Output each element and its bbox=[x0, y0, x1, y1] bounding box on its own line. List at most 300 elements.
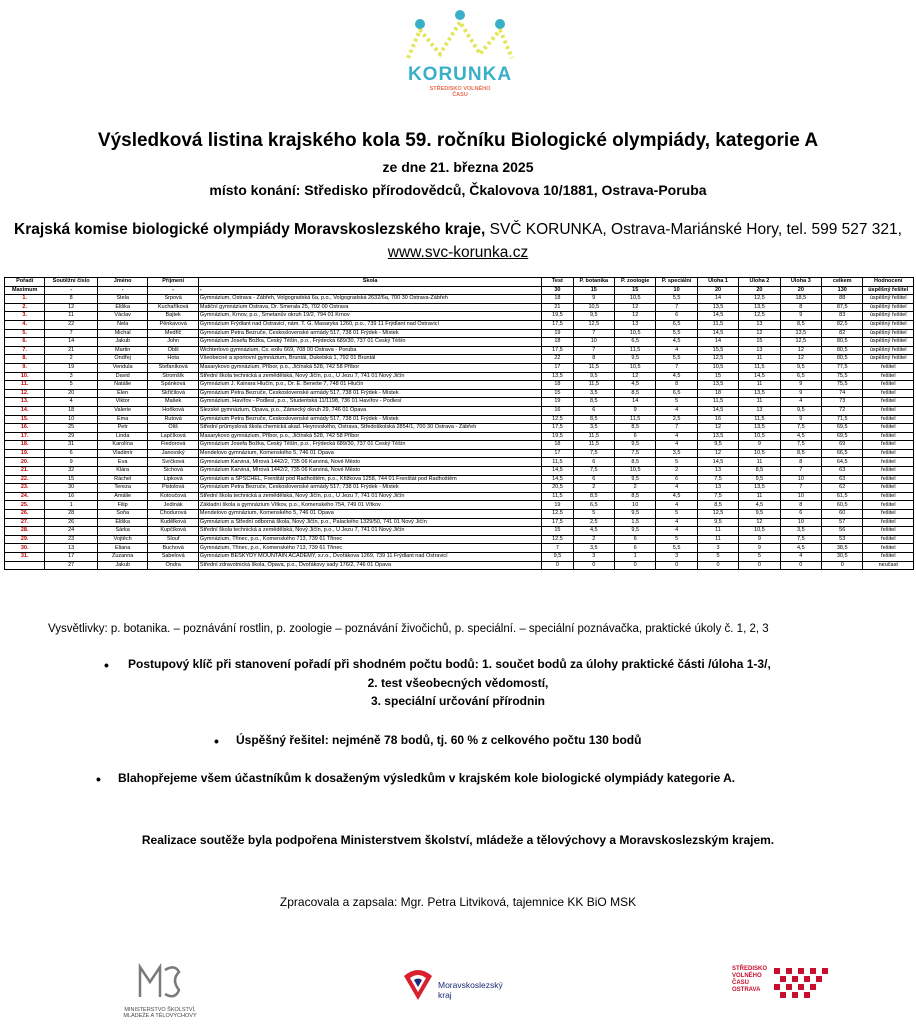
cell-botany: 2 bbox=[573, 535, 614, 544]
cell-rank: 2. bbox=[5, 303, 45, 312]
cell-test: 17 bbox=[542, 449, 573, 458]
cell-number: 27 bbox=[45, 561, 98, 570]
cell-surname: - bbox=[148, 286, 199, 295]
table-row-maximum bbox=[5, 286, 914, 295]
page-title: Výsledková listina krajského kola 59. ročníku Biologické olympiády, kategorie A bbox=[97, 130, 819, 151]
cell-task-1: 12,5 bbox=[697, 510, 738, 519]
cell-special: 6,5 bbox=[656, 389, 697, 398]
cell-surname: Kudělková bbox=[148, 518, 199, 527]
cell-first-name: Tereza bbox=[97, 484, 148, 493]
cell-zoology: 10,5 bbox=[615, 363, 656, 372]
table-row bbox=[5, 424, 914, 433]
msk-caption-2: kraj bbox=[438, 990, 452, 1000]
cell-task-1: 13 bbox=[697, 467, 738, 476]
cell-evaluation: úspěšný řešitel bbox=[863, 295, 914, 304]
cell-school: Gymnázium J. Kainara Hlučín, p.o., Dr. E. Beneše 7, 748 01 Hlučín bbox=[198, 381, 541, 390]
svc-pattern-icon bbox=[774, 968, 829, 998]
cell-rank: 9. bbox=[5, 363, 45, 372]
cell-total: 83 bbox=[822, 312, 863, 321]
cell-special: 4,5 bbox=[656, 492, 697, 501]
cell-special: 10 bbox=[656, 286, 697, 295]
cell-evaluation: řešitel bbox=[863, 424, 914, 433]
cell-special: 3,5 bbox=[656, 449, 697, 458]
column-header-task-3: Úloha 3 bbox=[780, 278, 821, 287]
cell-evaluation: řešitel bbox=[863, 449, 914, 458]
event-venue: místo konání: Středisko přírodovědců, Čkalovova 10/1881, Ostrava-Poruba bbox=[209, 182, 707, 198]
cell-school: Gymnázium Petra Bezruče, Československé armády 517, 738 01 Frýdek - Místek bbox=[198, 484, 541, 493]
cell-task-1: 13,5 bbox=[697, 303, 738, 312]
column-header-test: Test bbox=[542, 278, 573, 287]
cell-botany: 11,5 bbox=[573, 381, 614, 390]
cell-test: 15 bbox=[542, 389, 573, 398]
cell-evaluation: řešitel bbox=[863, 518, 914, 527]
cell-task-3: 10 bbox=[780, 475, 821, 484]
cell-surname: Oliš bbox=[148, 424, 199, 433]
cell-number: 19 bbox=[45, 363, 98, 372]
cell-special: 7 bbox=[656, 363, 697, 372]
cell-total: 71,5 bbox=[822, 415, 863, 424]
column-header-special: P. speciální bbox=[656, 278, 697, 287]
cell-botany: 7 bbox=[573, 329, 614, 338]
cell-botany: 3,5 bbox=[573, 389, 614, 398]
cell-test: 19,5 bbox=[542, 312, 573, 321]
cell-test: 18 bbox=[542, 295, 573, 304]
cell-task-2: 9 bbox=[739, 441, 780, 450]
cell-zoology: 7,5 bbox=[615, 449, 656, 458]
cell-botany: 10 bbox=[573, 338, 614, 347]
cell-zoology: 9,5 bbox=[615, 527, 656, 536]
cell-evaluation: neučast bbox=[863, 561, 914, 570]
cell-zoology: 10,5 bbox=[615, 295, 656, 304]
cell-task-2: 0 bbox=[739, 561, 780, 570]
cell-first-name: Michal bbox=[97, 329, 148, 338]
cell-rank: 24. bbox=[5, 492, 45, 501]
cell-rank: Maximum bbox=[5, 286, 45, 295]
cell-task-1: 11,5 bbox=[697, 320, 738, 329]
cell-botany: 2 bbox=[573, 484, 614, 493]
cell-first-name: Petr bbox=[97, 424, 148, 433]
cell-number: 26 bbox=[45, 518, 98, 527]
cell-test: 7 bbox=[542, 544, 573, 553]
cell-task-1: 12 bbox=[697, 424, 738, 433]
column-header-task-2: Úloha 2 bbox=[739, 278, 780, 287]
cell-first-name: Valerie bbox=[97, 406, 148, 415]
cell-task-1: 14 bbox=[697, 295, 738, 304]
cell-test: 17,5 bbox=[542, 518, 573, 527]
cell-test: 19,5 bbox=[542, 432, 573, 441]
cell-number: 17 bbox=[45, 553, 98, 562]
cell-surname: Ondra bbox=[148, 561, 199, 570]
cell-first-name: Vendula bbox=[97, 363, 148, 372]
cell-evaluation: úspěšný řešitel bbox=[863, 312, 914, 321]
cell-botany: 15 bbox=[573, 286, 614, 295]
cell-special: 6 bbox=[656, 475, 697, 484]
cell-special: 6,5 bbox=[656, 320, 697, 329]
cell-first-name: Eliška bbox=[97, 303, 148, 312]
cell-task-2: 13,5 bbox=[739, 424, 780, 433]
cell-surname: Hoňková bbox=[148, 406, 199, 415]
cell-task-1: 12 bbox=[697, 449, 738, 458]
cell-zoology: 15 bbox=[615, 286, 656, 295]
cell-task-3: 3,5 bbox=[780, 527, 821, 536]
cell-task-3: 7 bbox=[780, 467, 821, 476]
cell-first-name: Stela bbox=[97, 295, 148, 304]
congrats-text: Blahopřejeme všem účastníkům k dosaženým výsledkům v krajském kole biologické olympiády kategorie A. bbox=[118, 771, 736, 785]
cell-total: 30,5 bbox=[822, 553, 863, 562]
cell-total: 69,5 bbox=[822, 432, 863, 441]
cell-school: Gymnázium Karviná, Mírová 1442/2, 735 06 Karviná, Nové Město bbox=[198, 458, 541, 467]
cell-total: 82,5 bbox=[822, 320, 863, 329]
cell-botany: 9 bbox=[573, 295, 614, 304]
cell-task-3: 12 bbox=[780, 355, 821, 364]
column-header-surname: Příjmení bbox=[148, 278, 199, 287]
cell-number: 29 bbox=[45, 432, 98, 441]
cell-special: 5 bbox=[656, 398, 697, 407]
cell-evaluation: řešitel bbox=[863, 372, 914, 381]
cell-evaluation: řešitel bbox=[863, 363, 914, 372]
cell-first-name: Eva bbox=[97, 458, 148, 467]
cell-total: 80,5 bbox=[822, 346, 863, 355]
support-statement: Realizace soutěže byla podpořena Ministerstvem školství, mládeže a tělovýchovy a Moravskoslezským krajem. bbox=[141, 833, 775, 847]
cell-special: 4 bbox=[656, 484, 697, 493]
cell-school: Střední zdravotnická škola, Opava, p.o., Dvořákovy sady 176/2, 746 01 Opava bbox=[198, 561, 541, 570]
cell-botany: 8,5 bbox=[573, 492, 614, 501]
cell-test: 13,5 bbox=[542, 372, 573, 381]
msmt-logo bbox=[110, 962, 210, 1019]
cell-task-3: 8 bbox=[780, 303, 821, 312]
cell-surname: Janovský bbox=[148, 449, 199, 458]
table-row bbox=[5, 406, 914, 415]
cell-school: Střední průmyslová škola chemická akad. Heyrovského, Ostrava, Středoškolská 2854/1, 700 30 Ostrava - Zábřeh bbox=[198, 424, 541, 433]
cell-task-3: 7,5 bbox=[780, 441, 821, 450]
column-header-zoology: P. zoologie bbox=[615, 278, 656, 287]
cell-surname: Špánková bbox=[148, 381, 199, 390]
cell-total: 0 bbox=[822, 561, 863, 570]
cell-surname: Kupčíková bbox=[148, 527, 199, 536]
cell-botany: 10,5 bbox=[573, 303, 614, 312]
cell-school: Střední škola technická a zemědělská, Nový Jičín, p.o., U Jezu 7, 741 01 Nový Jičín bbox=[198, 372, 541, 381]
cell-task-2: 11,5 bbox=[739, 363, 780, 372]
cell-number: 7 bbox=[45, 329, 98, 338]
cell-task-1: 7,5 bbox=[697, 475, 738, 484]
cell-total: 77,5 bbox=[822, 363, 863, 372]
success-text: Úspěšný řešitel: nejméně 78 bodů, tj. 60 % z celkového počtu 130 bodů bbox=[236, 733, 642, 747]
cell-botany: 4,5 bbox=[573, 527, 614, 536]
cell-task-1: 5 bbox=[697, 553, 738, 562]
cell-zoology: 13 bbox=[615, 320, 656, 329]
cell-number: 22 bbox=[45, 320, 98, 329]
tiebreak-line-3: 3. speciální určování přírodnin bbox=[370, 694, 546, 708]
table-row bbox=[5, 501, 914, 510]
cell-task-1: 14,5 bbox=[697, 312, 738, 321]
cell-task-2: 5 bbox=[739, 553, 780, 562]
cell-rank: 30. bbox=[5, 544, 45, 553]
cell-test: 15 bbox=[542, 527, 573, 536]
cell-rank: 15. bbox=[5, 415, 45, 424]
cell-special: 2,5 bbox=[656, 415, 697, 424]
cell-botany: 3 bbox=[573, 553, 614, 562]
cell-first-name: Šárka bbox=[97, 527, 148, 536]
cell-first-name: Jakub bbox=[97, 338, 148, 347]
cell-surname: Svrčková bbox=[148, 458, 199, 467]
cell-special: 0 bbox=[656, 561, 697, 570]
cell-zoology: 9,5 bbox=[615, 441, 656, 450]
cell-test: 18 bbox=[542, 381, 573, 390]
bullet-icon: • bbox=[214, 733, 219, 749]
cell-school: Všeobecné a sportovní gymnázium, Bruntál, Dukelská 1, 792 01 Bruntál bbox=[198, 355, 541, 364]
table-row bbox=[5, 355, 914, 364]
table-row bbox=[5, 492, 914, 501]
cell-first-name: Jakub bbox=[97, 561, 148, 570]
cell-evaluation: řešitel bbox=[863, 492, 914, 501]
cell-special: 5,5 bbox=[656, 329, 697, 338]
cell-rank: 6. bbox=[5, 338, 45, 347]
cell-zoology: 6 bbox=[615, 544, 656, 553]
cell-test: 12,5 bbox=[542, 535, 573, 544]
cell-school: Gymnázium Karviná, Mírová 1442/2, 735 06 Karviná, Nové Město bbox=[198, 467, 541, 476]
cell-test: 17 bbox=[542, 363, 573, 372]
cell-special: 5,5 bbox=[656, 544, 697, 553]
cell-evaluation: řešitel bbox=[863, 415, 914, 424]
cell-school: Masarykovo gymnázium, Příbor, p.o., Jičínská 528, 742 58 Příbor bbox=[198, 363, 541, 372]
cell-task-1: 0 bbox=[697, 561, 738, 570]
cell-rank: 21. bbox=[5, 467, 45, 476]
cell-special: 4,5 bbox=[656, 372, 697, 381]
cell-evaluation: řešitel bbox=[863, 544, 914, 553]
cell-zoology: 1,5 bbox=[615, 518, 656, 527]
cell-task-1: 15,5 bbox=[697, 346, 738, 355]
svc-caption-1: STŘEDISKO bbox=[732, 966, 768, 972]
cell-botany: 8 bbox=[573, 355, 614, 364]
cell-number: 15 bbox=[45, 475, 98, 484]
cell-rank: 23. bbox=[5, 484, 45, 493]
cell-rank: 17. bbox=[5, 432, 45, 441]
cell-test: 11,5 bbox=[542, 492, 573, 501]
svc-caption-3: ČASU bbox=[732, 980, 750, 986]
msk-mark-icon bbox=[400, 962, 436, 1002]
column-header-total: celkem bbox=[822, 278, 863, 287]
cell-task-3: 18,5 bbox=[780, 295, 821, 304]
cell-number: 11 bbox=[45, 312, 98, 321]
cell-task-1: 13,5 bbox=[697, 432, 738, 441]
cell-evaluation: řešitel bbox=[863, 432, 914, 441]
cell-task-2: 11 bbox=[739, 458, 780, 467]
cell-first-name: Nela bbox=[97, 320, 148, 329]
cell-evaluation: úspěšný řešitel bbox=[863, 320, 914, 329]
cell-test: 18 bbox=[542, 441, 573, 450]
cell-number: 5 bbox=[45, 381, 98, 390]
cell-school: Gymnázium, Krnov, p.o., Smetanův okruh 19/2, 794 01 Krnov bbox=[198, 312, 541, 321]
cell-special: 7 bbox=[656, 303, 697, 312]
cell-first-name: Eliana bbox=[97, 544, 148, 553]
cell-evaluation: úspěšný řešitel bbox=[863, 286, 914, 295]
crown-icon bbox=[400, 8, 520, 66]
cell-rank: 11. bbox=[5, 381, 45, 390]
table-row bbox=[5, 535, 914, 544]
column-header-rank: Pořadí bbox=[5, 278, 45, 287]
cell-first-name: Eliška bbox=[97, 518, 148, 527]
cell-surname: Medřič bbox=[148, 329, 199, 338]
cell-task-1: 9,5 bbox=[697, 441, 738, 450]
cell-first-name: Ondřej bbox=[97, 355, 148, 364]
cell-rank: 25. bbox=[5, 501, 45, 510]
cell-task-3: 20 bbox=[780, 286, 821, 295]
cell-task-2: 11 bbox=[739, 355, 780, 364]
cell-school: Gymnázium, Třinec, p.o., Komenského 713, 739 61 Třinec bbox=[198, 535, 541, 544]
cell-surname: Skřičilová bbox=[148, 389, 199, 398]
cell-total: 74 bbox=[822, 389, 863, 398]
cell-first-name: Elen bbox=[97, 389, 148, 398]
cell-number: 24 bbox=[45, 527, 98, 536]
cell-number: 12 bbox=[45, 303, 98, 312]
organizer-url-link[interactable]: www.svc-korunka.cz bbox=[387, 244, 529, 261]
cell-test: 14,5 bbox=[542, 467, 573, 476]
cell-evaluation: úspěšný řešitel bbox=[863, 346, 914, 355]
table-row bbox=[5, 449, 914, 458]
tiebreak-line-2: 2. test všeobecných vědomostí, bbox=[367, 676, 549, 690]
cell-botany: 11,5 bbox=[573, 363, 614, 372]
cell-task-2: 11 bbox=[739, 381, 780, 390]
cell-rank: 3. bbox=[5, 312, 45, 321]
table-row bbox=[5, 484, 914, 493]
legend-note: Vysvětlivky: p. botanika. – poznávání rostlin, p. zoologie – poznávání živočichů, p. speciální. – speciální poznávačka, praktické úkoly č. 1, 2, 3 bbox=[48, 623, 769, 635]
cell-task-1: 7,5 bbox=[697, 492, 738, 501]
cell-task-2: 12 bbox=[739, 329, 780, 338]
cell-number: 13 bbox=[45, 544, 98, 553]
table-row bbox=[5, 553, 914, 562]
cell-task-2: 13 bbox=[739, 406, 780, 415]
cell-zoology: 9 bbox=[615, 406, 656, 415]
cell-botany: 12,5 bbox=[573, 320, 614, 329]
cell-school: Slezské gymnázium, Opava, p.o., Zámecký okruh 29, 746 01 Opava bbox=[198, 406, 541, 415]
cell-total: 87,5 bbox=[822, 303, 863, 312]
cell-first-name: - bbox=[97, 286, 148, 295]
table-header-row bbox=[5, 278, 914, 287]
cell-rank: 16. bbox=[5, 424, 45, 433]
cell-school: Střední škola technická a zemědělská, Nový Jičín, p.o., U Jezu 7, 741 01 Nový Jičín bbox=[198, 492, 541, 501]
cell-special: 4 bbox=[656, 441, 697, 450]
cell-test: 18 bbox=[542, 338, 573, 347]
cell-task-3: 12 bbox=[780, 346, 821, 355]
cell-test: 0 bbox=[542, 561, 573, 570]
cell-botany: 6,5 bbox=[573, 501, 614, 510]
msmt-mark-icon bbox=[135, 962, 185, 1002]
cell-task-2: 13 bbox=[739, 346, 780, 355]
cell-school: Gymnázium a Střední odborná škola, Nový Jičín, p.o., Palackého 1329/50, 741 01 Nový Jičín bbox=[198, 518, 541, 527]
cell-surname: Buchová bbox=[148, 544, 199, 553]
cell-number: 8 bbox=[45, 295, 98, 304]
cell-zoology: 2 bbox=[615, 484, 656, 493]
cell-botany: 11,5 bbox=[573, 432, 614, 441]
cell-task-2: 13,5 bbox=[739, 484, 780, 493]
cell-test: 9,5 bbox=[542, 553, 573, 562]
column-header-first-name: Jméno bbox=[97, 278, 148, 287]
cell-botany: 0 bbox=[573, 561, 614, 570]
cell-zoology: 8,5 bbox=[615, 389, 656, 398]
column-header-number: Soutěžní číslo bbox=[45, 278, 98, 287]
table-row bbox=[5, 527, 914, 536]
cell-total: 73 bbox=[822, 398, 863, 407]
cell-task-2: 11,5 bbox=[739, 415, 780, 424]
cell-school: Mendelovo gymnázium, Komenského 5, 746 01 Opava bbox=[198, 510, 541, 519]
tiebreak-line-1: Postupový klíč při stanovení pořadí při shodném počtu bodů: 1. součet bodů za úlohy praktické části /úloha 1-3/, bbox=[128, 657, 771, 671]
cell-task-2: 10,5 bbox=[739, 432, 780, 441]
cell-task-2: 12 bbox=[739, 518, 780, 527]
msk-caption-1: Moravskoslezský bbox=[438, 980, 503, 990]
cell-special: 4,5 bbox=[656, 338, 697, 347]
cell-surname: Lipková bbox=[148, 475, 199, 484]
cell-task-1: 14,5 bbox=[697, 329, 738, 338]
cell-task-3: 8,5 bbox=[780, 449, 821, 458]
cell-rank: 10. bbox=[5, 372, 45, 381]
cell-total: 75,5 bbox=[822, 372, 863, 381]
cell-total: 63 bbox=[822, 475, 863, 484]
cell-task-2: 9 bbox=[739, 535, 780, 544]
cell-task-1: 18 bbox=[697, 389, 738, 398]
cell-number: 14 bbox=[45, 338, 98, 347]
bullet-icon: • bbox=[96, 771, 101, 787]
column-header-evaluation: Hodnocení bbox=[863, 278, 914, 287]
cell-task-2: 14,5 bbox=[739, 372, 780, 381]
cell-rank: 29. bbox=[5, 535, 45, 544]
cell-task-3: 4 bbox=[780, 398, 821, 407]
cell-zoology: 8,5 bbox=[615, 458, 656, 467]
cell-first-name: David bbox=[97, 372, 148, 381]
cell-school: Gymnázium BESKYDY MOUNTAIN ACADEMY, s.r.o., Dvořákova 1269, 739 11 Frýdlant nad Ostravicí bbox=[198, 553, 541, 562]
cell-evaluation: řešitel bbox=[863, 381, 914, 390]
cell-total: 72 bbox=[822, 406, 863, 415]
table-row bbox=[5, 346, 914, 355]
cell-task-2: 13 bbox=[739, 320, 780, 329]
table-row bbox=[5, 441, 914, 450]
cell-total: 66,5 bbox=[822, 449, 863, 458]
cell-special: 4 bbox=[656, 501, 697, 510]
cell-rank: 22. bbox=[5, 475, 45, 484]
table-row bbox=[5, 398, 914, 407]
cell-task-3: 7,5 bbox=[780, 535, 821, 544]
cell-school: Gymnázium a SPŠCHEL, Frenštát pod Radhoštěm, p.o., Křižkova 1258, 744 01 Frenštát pod Radhoštěm bbox=[198, 475, 541, 484]
cell-rank: 19. bbox=[5, 449, 45, 458]
cell-task-3: 6 bbox=[780, 510, 821, 519]
cell-zoology: 11,5 bbox=[615, 346, 656, 355]
cell-test: 17,5 bbox=[542, 424, 573, 433]
cell-rank: 26. bbox=[5, 510, 45, 519]
cell-task-2: 13,5 bbox=[739, 389, 780, 398]
table-row bbox=[5, 329, 914, 338]
cell-surname: Stromšík bbox=[148, 372, 199, 381]
cell-task-3: 9,5 bbox=[780, 406, 821, 415]
cell-special: 4 bbox=[656, 527, 697, 536]
cell-botany: 8,5 bbox=[573, 415, 614, 424]
cell-number: 10 bbox=[45, 415, 98, 424]
cell-task-2: 9,5 bbox=[739, 475, 780, 484]
cell-first-name: Martin bbox=[97, 346, 148, 355]
cell-task-3: 4,5 bbox=[780, 544, 821, 553]
cell-test: 12,5 bbox=[542, 415, 573, 424]
cell-number: 30 bbox=[45, 484, 98, 493]
cell-test: 11,5 bbox=[542, 458, 573, 467]
cell-evaluation: úspěšný řešitel bbox=[863, 355, 914, 364]
cell-task-2: 11 bbox=[739, 398, 780, 407]
cell-zoology: 12 bbox=[615, 303, 656, 312]
cell-test: 19 bbox=[542, 501, 573, 510]
cell-school: Gymnázium Josefa Božka, Český Těšín, p.o., Frýdecká 689/30, 737 01 Český Těšín bbox=[198, 338, 541, 347]
cell-test: 30 bbox=[542, 286, 573, 295]
cell-botany: 11,5 bbox=[573, 441, 614, 450]
cell-school: Gymnázium, Ostrava - Zábřeh, Volgogradská 6a, p.o., Volgogradská 2632/6a, 700 30 Ostrava-Zábřeh bbox=[198, 295, 541, 304]
cell-task-3: 9 bbox=[780, 389, 821, 398]
cell-zoology: 0 bbox=[615, 561, 656, 570]
